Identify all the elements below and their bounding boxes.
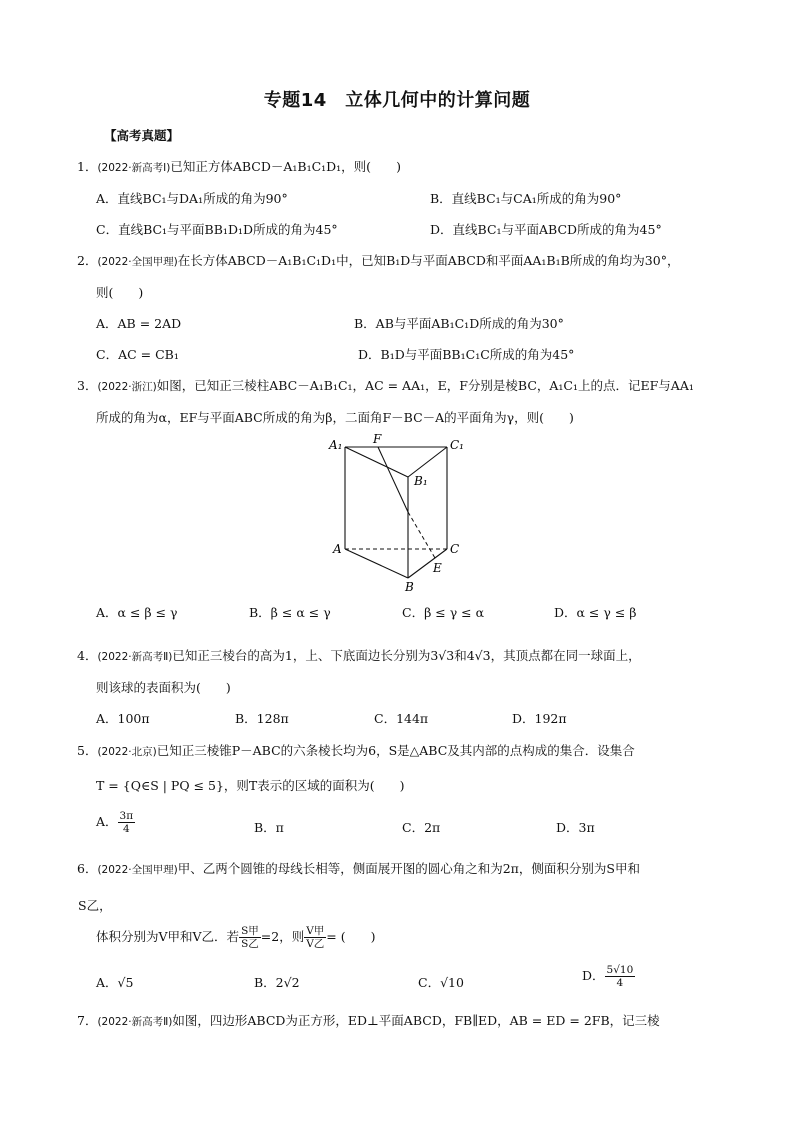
question-number: 6． [77, 861, 98, 876]
option-a: A． $\frac{3\pi}{4}$ [96, 810, 134, 836]
question-number: 1． [77, 159, 98, 174]
label-a: A [333, 542, 342, 556]
edge-a1b1 [345, 447, 408, 477]
segment-ef-hidden [408, 512, 435, 558]
section-heading: 【高考真题】 [104, 128, 180, 143]
question-5 [77, 741, 635, 759]
question-source: (2022·新高考Ⅱ) [97, 651, 173, 663]
fraction: $\frac{\text{V甲}}{\text{V乙}}$ [306, 925, 325, 951]
option-d: D．192π [512, 711, 567, 726]
question-source: (2022·新高考Ⅱ) [97, 1016, 173, 1028]
question-stem: 已知正三棱台的高为1，上、下底面边长分别为3√3和4√3，其顶点都在同一球面上， [172, 648, 641, 663]
option-c: C．√10 [418, 975, 464, 990]
fraction: $\frac{\text{S甲}}{\text{S乙}}$ [241, 925, 259, 951]
option-d: D．B₁D与平面BB₁C₁C所成的角为45° [358, 347, 575, 362]
question-number: 2． [77, 253, 98, 268]
question-source: (2022·北京) [97, 746, 157, 758]
option-b: B．直线BC₁与CA₁所成的角为90° [430, 191, 622, 206]
label-e: E [433, 561, 442, 575]
question-source: (2022·浙江) [97, 381, 157, 393]
question-source: (2022·全国甲理) [97, 864, 178, 876]
label-b: B [405, 580, 414, 594]
question-number: 7． [77, 1013, 98, 1028]
question-number: 4． [77, 648, 98, 663]
fraction: $\frac{5√10}{4}$ [606, 964, 634, 990]
label-a1: A₁ [329, 438, 343, 452]
question-stem: 已知正方体ABCD－A₁B₁C₁D₁，则( ) [170, 159, 401, 174]
option-a: A．α ≤ β ≤ γ [96, 605, 178, 620]
question-4 [77, 646, 641, 664]
edge-b1c1 [408, 447, 447, 477]
option-c: C．直线BC₁与平面BB₁D₁D所成的角为45° [96, 222, 338, 237]
label-f: F [373, 432, 382, 446]
question-stem: 甲、乙两个圆锥的母线长相等，侧面展开图的圆心角之和为2π，侧面积分别为S甲和 [177, 861, 640, 876]
prism-figure [325, 432, 475, 594]
option-b: B．2√2 [254, 975, 300, 990]
question-stem-cont: 体积分别为V甲和V乙．若 $\frac{\text{S甲}}{\text{S乙}}$ =2，则 $\frac{\text{V甲}}{\text{V乙}}$ = ( ) [96, 925, 376, 951]
option-b: B．AB与平面AB₁C₁D所成的角为30° [354, 316, 564, 331]
option-d: D．α ≤ γ ≤ β [554, 605, 637, 620]
question-6 [77, 859, 640, 877]
question-stem: 如图，四边形ABCD为正方形，ED⊥平面ABCD，FB∥ED，AB = ED = 2FB，记三棱 [172, 1013, 660, 1028]
question-3 [77, 376, 694, 394]
option-c: C．AC = CB₁ [96, 347, 179, 362]
option-d: D．3π [556, 820, 595, 835]
question-stem: 如图，已知正三棱柱ABC－A₁B₁C₁，AC = AA₁，E，F分别是棱BC，A₁C₁上的点．记EF与AA₁ [156, 378, 694, 393]
question-stem-cont: 则该球的表面积为( ) [96, 680, 231, 695]
option-c: C．2π [402, 820, 441, 835]
option-d: D．直线BC₁与平面ABCD所成的角为45° [430, 222, 662, 237]
option-c: C．144π [374, 711, 429, 726]
option-b: B．128π [235, 711, 289, 726]
edge-ab [345, 549, 408, 578]
question-stem-cont: S乙， [78, 898, 112, 913]
question-number: 3． [77, 378, 98, 393]
option-a: A．AB = 2AD [96, 316, 182, 331]
question-source: (2022·全国甲理) [97, 256, 178, 268]
option-b: B．π [254, 820, 284, 835]
option-d: D． $\frac{5√10}{4}$ [582, 964, 634, 990]
question-stem-cont: 所成的角为α，EF与平面ABC所成的角为β，二面角F－BC－A的平面角为γ，则( ) [96, 410, 574, 425]
label-b1: B₁ [414, 474, 428, 488]
label-c1: C₁ [450, 438, 464, 452]
question-stem: 在长方体ABCD－A₁B₁C₁D₁中，已知B₁D与平面ABCD和平面AA₁B₁B所成的角均为30°， [177, 253, 680, 268]
question-7 [77, 1011, 660, 1029]
question-1 [77, 157, 401, 175]
question-stem-cont: T = {Q∈S | PQ ≤ 5}，则T表示的区域的面积为( ) [96, 778, 405, 793]
option-a: A．直线BC₁与DA₁所成的角为90° [96, 191, 288, 206]
question-number: 5． [77, 743, 98, 758]
fraction: $\frac{3\pi}{4}$ [119, 810, 134, 836]
option-b: B．β ≤ α ≤ γ [249, 605, 331, 620]
option-c: C．β ≤ γ ≤ α [402, 605, 485, 620]
segment-ef-visible [378, 447, 408, 512]
option-a: A．100π [96, 711, 150, 726]
option-a: A．√5 [96, 975, 134, 990]
question-stem: 已知正三棱锥P－ABC的六条棱长均为6，S是△ABC及其内部的点构成的集合．设集合 [156, 743, 635, 758]
label-c: C [450, 542, 460, 556]
question-stem-cont: 则( ) [96, 285, 144, 300]
page-title: 专题14 立体几何中的计算问题 [263, 90, 531, 111]
question-2 [77, 251, 679, 269]
question-source: (2022·新高考Ⅰ) [97, 162, 171, 174]
